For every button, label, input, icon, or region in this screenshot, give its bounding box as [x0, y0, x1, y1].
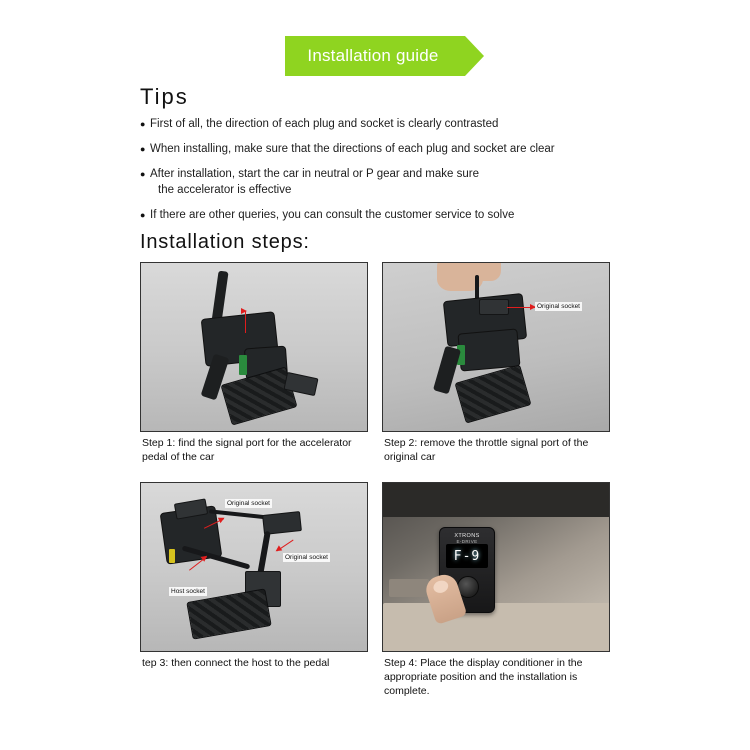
throttle-module-lower [457, 328, 520, 371]
step-1-caption: Step 1: find the signal port for the accelerator pedal of the car [142, 437, 352, 463]
pointer-arrow [245, 311, 246, 333]
tip-text-line1: After installation, start the car in neutral or P gear and make sure [150, 168, 479, 180]
label-original-socket: Original socket [537, 303, 580, 310]
device-brand-label: XTRONS [454, 533, 480, 539]
tip-text [150, 166, 610, 198]
page-title: Installation guide [307, 46, 439, 65]
step-2-caption: Step 2: remove the throttle signal port of the original car [384, 437, 589, 463]
device-display-value[interactable]: F-9 [453, 548, 481, 564]
step-2-photo [382, 262, 610, 432]
tip-text-line2: the accelerator is effective [158, 184, 292, 196]
fingernail [432, 579, 450, 595]
bullet-icon: ● [140, 144, 146, 154]
bullet-icon: ● [140, 119, 146, 129]
pointer-arrow [507, 307, 535, 308]
list-item [140, 207, 610, 223]
bullet-icon: ● [140, 210, 146, 220]
step-4-caption: Step 4: Place the display conditioner in the appropriate position and the installation is complete. [384, 657, 583, 697]
dashboard-top [383, 483, 610, 517]
device-model-label: E-DRIVE [456, 539, 478, 544]
header-banner [285, 36, 464, 76]
tip-text: When installing, make sure that the directions of each plug and socket are clear [150, 143, 555, 155]
vent [389, 579, 429, 597]
label-host-socket: Host socket [171, 588, 205, 595]
dashboard-lower-trim [383, 603, 610, 652]
step-3-caption: tep 3: then connect the host to the pedal [142, 657, 330, 669]
step-1-photo [140, 262, 368, 432]
bullet-icon: ● [140, 169, 146, 179]
installation-steps-grid [140, 262, 610, 698]
step-cell-2 [382, 262, 610, 466]
installation-steps-heading: Installation steps: [140, 231, 310, 253]
label-original-socket-top: Original socket [227, 500, 270, 507]
step-cell-4 [382, 482, 610, 698]
list-item [140, 166, 610, 198]
green-connector [239, 355, 247, 375]
tip-text: First of all, the direction of each plug and socket is clearly contrasted [150, 118, 499, 130]
steps-row [140, 262, 610, 466]
tips-heading: Tips [140, 84, 189, 109]
tips-list [140, 116, 610, 232]
step-3-photo [140, 482, 368, 652]
list-item [140, 141, 610, 157]
steps-row [140, 482, 610, 698]
yellow-marker [169, 549, 175, 563]
list-item [140, 116, 610, 132]
hand-second [467, 262, 501, 281]
step-4-photo [382, 482, 610, 652]
step-cell-3 [140, 482, 368, 698]
tip-text: If there are other queries, you can consult the customer service to solve [150, 209, 515, 221]
original-socket [479, 299, 509, 315]
device-screen [446, 544, 488, 568]
label-original-socket-right: Original socket [285, 554, 328, 561]
step-cell-1 [140, 262, 368, 466]
header-banner-wrapper [0, 36, 750, 76]
